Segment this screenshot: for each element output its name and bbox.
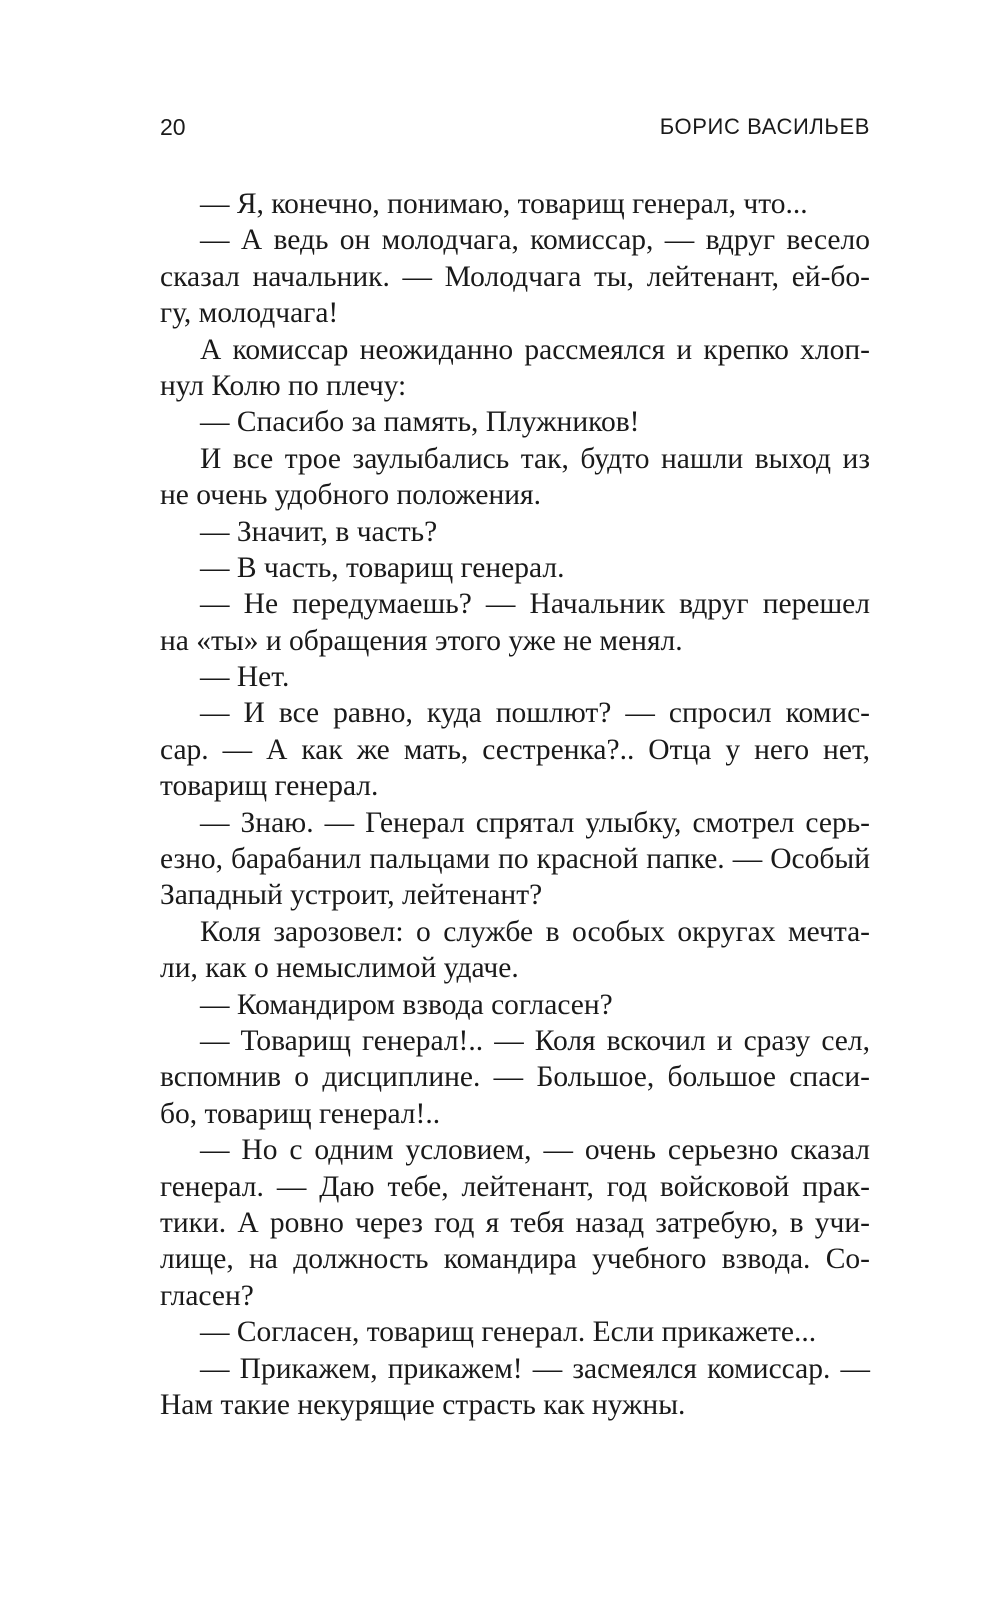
text-line: — Спасибо за память, Плужников!	[200, 406, 640, 439]
text-line: тики. А ровно через год я тебя назад затребую, в учи-	[160, 1206, 870, 1239]
text-line: — Товарищ генерал!.. — Коля вскочил и сразу сел,	[200, 1024, 870, 1057]
text-line: ли, как о немыслимой удаче.	[160, 952, 519, 985]
text-line: — А ведь он молодчага, комиссар, — вдруг весело	[200, 224, 870, 257]
text-line: — Нет.	[200, 661, 290, 694]
text-line: — В часть, товарищ генерал.	[200, 551, 565, 584]
author-name: БОРИС ВАСИЛЬЕВ	[659, 114, 870, 139]
text-line: — Знаю. — Генерал спрятал улыбку, смотрел серь-	[200, 806, 870, 839]
text-line: — Я, конечно, понимаю, товарищ генерал, что...	[200, 188, 808, 220]
text-line: на «ты» и обращения этого уже не менял.	[160, 624, 683, 657]
text-line: сар. — А как же мать, сестренка?.. Отца у него нет,	[160, 733, 870, 766]
text-line: — И все равно, куда пошлют? — спросил комис-	[200, 697, 870, 730]
text-line: — Согласен, товарищ генерал. Если прикажете...	[200, 1316, 817, 1349]
text-line: Коля зарозовел: о службе в особых округах мечта-	[200, 915, 870, 948]
text-line: сказал начальник. — Молодчага ты, лейтенант, ей-бо-	[160, 260, 870, 293]
text-line: нул Колю по плечу:	[160, 369, 407, 402]
text-line: не очень удобного положения.	[160, 479, 541, 512]
text-line: бо, товарищ генерал!..	[160, 1097, 441, 1130]
text-line: И все трое заулыбались так, будто нашли выход из	[200, 442, 870, 475]
text-line: товарищ генерал.	[160, 770, 379, 803]
text-line: гу, молодчага!	[160, 297, 339, 330]
text-line: — Но с одним условием, — очень серьезно сказал	[200, 1134, 870, 1167]
text-line: гласен?	[160, 1279, 254, 1312]
text-line: генерал. — Даю тебе, лейтенант, год войсковой прак-	[160, 1170, 870, 1203]
text-line: А комиссар неожиданно рассмеялся и крепко хлоп-	[200, 333, 870, 366]
text-line: — Прикажем, прикажем! — засмеялся комиссар. —	[200, 1352, 870, 1385]
text-line: — Командиром взвода согласен?	[200, 988, 613, 1021]
text-line: Западный устроит, лейтенант?	[160, 879, 543, 912]
running-head	[160, 114, 870, 154]
text-line: — Значит, в часть?	[200, 515, 438, 548]
body-text	[160, 186, 870, 1423]
text-line: лище, на должность командира учебного взвода. Со-	[160, 1243, 870, 1276]
page-number: 20	[160, 114, 186, 140]
text-line: Нам такие некурящие страсть как нужны.	[160, 1388, 686, 1421]
text-line: вспомнив о дисциплине. — Большое, большое спаси-	[160, 1061, 870, 1094]
text-line: езно, барабанил пальцами по красной папке. — Особый	[160, 843, 870, 876]
text-line: — Не передумаешь? — Начальник вдруг перешел	[200, 588, 870, 621]
